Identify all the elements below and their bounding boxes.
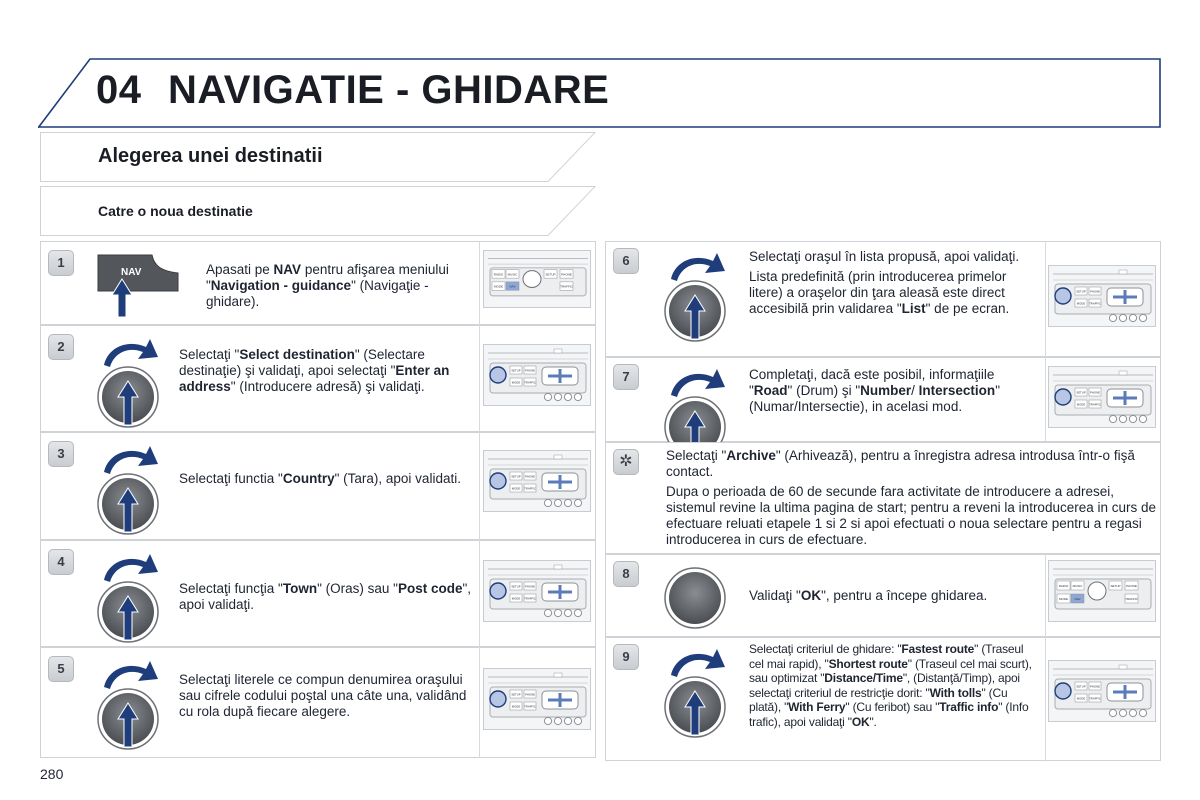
page-number: 280 — [40, 766, 64, 782]
svg-text:PHONE: PHONE — [525, 692, 535, 697]
svg-text:RADIO: RADIO — [1058, 584, 1069, 588]
step-instruction: Completaţi, dacă este posibil, informaţiile "Road" (Drum) şi "Number/ Intersection" (Numar/Intersectie), in acelasi mod. — [749, 367, 1000, 414]
svg-text:PHONE: PHONE — [1126, 584, 1137, 588]
svg-text:MODE: MODE — [494, 284, 503, 289]
svg-text:SETUP: SETUP — [511, 368, 521, 373]
svg-text:PHONE: PHONE — [561, 272, 572, 277]
svg-text:PHONE: PHONE — [525, 368, 535, 373]
radio-unit-illustration — [483, 250, 591, 308]
column-divider — [479, 325, 480, 432]
svg-text:TRAFFIC: TRAFFIC — [1089, 402, 1101, 407]
section-title: Alegerea unei destinatii — [98, 145, 323, 167]
column-divider — [1045, 637, 1046, 761]
svg-text:SETUP: SETUP — [511, 584, 521, 589]
rotary-knob-icon — [94, 438, 164, 543]
column-divider — [479, 540, 480, 647]
svg-text:SETUP: SETUP — [545, 272, 556, 277]
rotary-knob-icon — [94, 653, 164, 758]
step-number-badge: 7 — [613, 364, 639, 390]
radio-unit-illustration — [483, 344, 591, 406]
svg-text:PHONE: PHONE — [1090, 684, 1100, 689]
rotate-arrow-icon — [104, 446, 158, 474]
step-number-badge: 5 — [48, 656, 74, 682]
svg-text:MODE: MODE — [511, 596, 521, 601]
svg-text:PHONE: PHONE — [525, 584, 535, 589]
rotate-arrow-icon — [671, 253, 725, 281]
svg-text:SETUP: SETUP — [1076, 390, 1086, 395]
svg-text:NAV: NAV — [121, 267, 142, 278]
press-knob-icon — [661, 532, 731, 637]
rotate-arrow-icon — [671, 369, 725, 397]
svg-text:MUSIC: MUSIC — [1072, 584, 1083, 588]
radio-unit-illustration — [1048, 265, 1156, 327]
svg-text:TRAFFIC: TRAFFIC — [524, 596, 536, 601]
step-instruction: Selectaţi "Select destination" (Selectare destinaţie) şi validaţi, apoi selectaţi "Enter an address" (Introducere adresă) şi validaţi. — [179, 347, 450, 394]
rotate-arrow-icon — [104, 554, 158, 582]
column-divider — [1045, 241, 1046, 357]
svg-text:MODE: MODE — [1076, 301, 1086, 306]
step-instruction: Apasati pe NAV pentru afişarea meniului "Navigation - guidance" (Navigaţie - ghidare). — [206, 262, 449, 309]
step-number-badge: 8 — [613, 561, 639, 587]
svg-text:MODE: MODE — [1076, 402, 1086, 407]
svg-text:SETUP: SETUP — [511, 474, 521, 479]
rotate-arrow-icon — [671, 649, 725, 677]
svg-text:PHONE: PHONE — [525, 474, 535, 479]
tip-icon: ✲ — [613, 449, 639, 475]
chapter-title: NAVIGATIE - GHIDARE — [168, 68, 610, 112]
step-number-badge: 1 — [48, 250, 74, 276]
svg-text:NAV: NAV — [1074, 597, 1081, 601]
svg-text:RADIO: RADIO — [493, 272, 504, 277]
step-instruction: Selectaţi literele ce compun denumirea oraşului sau cifrele codului poştal una câte una, validând cu rola după fiecare alegere. — [179, 672, 467, 719]
step-number-badge: 6 — [613, 248, 639, 274]
svg-text:TRAFFIC: TRAFFIC — [1089, 696, 1101, 701]
step-instruction: Selectaţi functia "Country" (Tara), apoi validati. — [179, 471, 461, 486]
radio-unit-illustration — [1048, 660, 1156, 722]
radio-unit-illustration — [483, 560, 591, 622]
svg-text:MODE: MODE — [1076, 696, 1086, 701]
column-divider — [479, 432, 480, 540]
column-divider — [1045, 357, 1046, 442]
rotary-knob-icon — [94, 546, 164, 651]
step-instruction: Validaţi "OK", pentru a începe ghidarea. — [749, 588, 988, 603]
svg-text:NAV: NAV — [509, 284, 516, 289]
svg-text:MODE: MODE — [511, 486, 521, 491]
radio-unit-illustration — [483, 450, 591, 512]
column-divider — [479, 241, 480, 325]
svg-text:MODE: MODE — [1059, 597, 1068, 601]
step-instruction: Selectaţi "Archive" (Arhivează), pentru a înregistra adresa introdusa într-o fişă contact. Dupa o perioada de 60 de secunde fara activitate de introducere a adresei, sistemul revine la ultima pagina de start; pentru a reveni la introducerea in curs de efectuare reluati etapele 1 si 2 si apoi efectuati o noua selectare pentru a regasi introducerea in curs de efectuare. — [666, 448, 1157, 547]
step-instruction: Selectaţi criteriul de ghidare: "Fastest route" (Traseul cel mai rapid), "Shortest route" (Traseul cel mai scurt), sau optimizat "Distance/Time", (Distanţă/Timp), apoi selectaţi criteriul de restricţie dorit: "With tolls" (Cu plată), "With Ferry" (Cu feribot) sau "Traffic info" (Info trafic), apoi validaţi "OK". — [749, 642, 1032, 729]
svg-text:MUSIC: MUSIC — [507, 272, 518, 277]
rotary-knob-icon — [94, 331, 164, 436]
svg-text:TRAFFIC: TRAFFIC — [560, 284, 573, 289]
radio-unit-illustration — [1048, 560, 1156, 622]
svg-text:SETUP: SETUP — [1076, 684, 1086, 689]
step-number-badge: 9 — [613, 644, 639, 670]
svg-text:TRAFFIC: TRAFFIC — [1125, 597, 1138, 601]
step-number-badge: 2 — [48, 334, 74, 360]
subsection-title: Catre o noua destinatie — [98, 203, 253, 219]
step-number-badge: 3 — [48, 441, 74, 467]
nav-button-icon — [94, 251, 184, 326]
rotary-knob-icon — [661, 245, 731, 350]
svg-text:SETUP: SETUP — [1076, 289, 1086, 294]
svg-text:PHONE: PHONE — [1090, 289, 1100, 294]
radio-unit-illustration — [1048, 366, 1156, 428]
radio-unit-illustration — [483, 668, 591, 730]
rotate-arrow-icon — [104, 661, 158, 689]
rotate-arrow-icon — [104, 339, 158, 367]
step-number-badge: 4 — [48, 549, 74, 575]
rotary-knob-icon — [661, 641, 731, 746]
svg-text:MODE: MODE — [511, 704, 521, 709]
svg-text:SETUP: SETUP — [1110, 584, 1121, 588]
svg-text:SETUP: SETUP — [511, 692, 521, 697]
svg-text:TRAFFIC: TRAFFIC — [524, 704, 536, 709]
column-divider — [1045, 554, 1046, 637]
svg-text:PHONE: PHONE — [1090, 390, 1100, 395]
svg-text:MODE: MODE — [511, 380, 521, 385]
svg-text:TRAFFIC: TRAFFIC — [524, 486, 536, 491]
step-instruction: Selectaţi oraşul în lista propusă, apoi validaţi. Lista predefinită (prin introducerea primelor litere) a oraşelor din ţara aleasă este direct accesibilă prin validarea "List" de pe ecran. — [749, 249, 1020, 316]
step-instruction: Selectaţi funcţia "Town" (Oras) sau "Post code", apoi validaţi. — [179, 581, 472, 612]
svg-text:TRAFFIC: TRAFFIC — [524, 380, 536, 385]
svg-text:TRAFFIC: TRAFFIC — [1089, 301, 1101, 306]
chapter-number: 04 — [96, 68, 142, 112]
column-divider — [479, 647, 480, 758]
